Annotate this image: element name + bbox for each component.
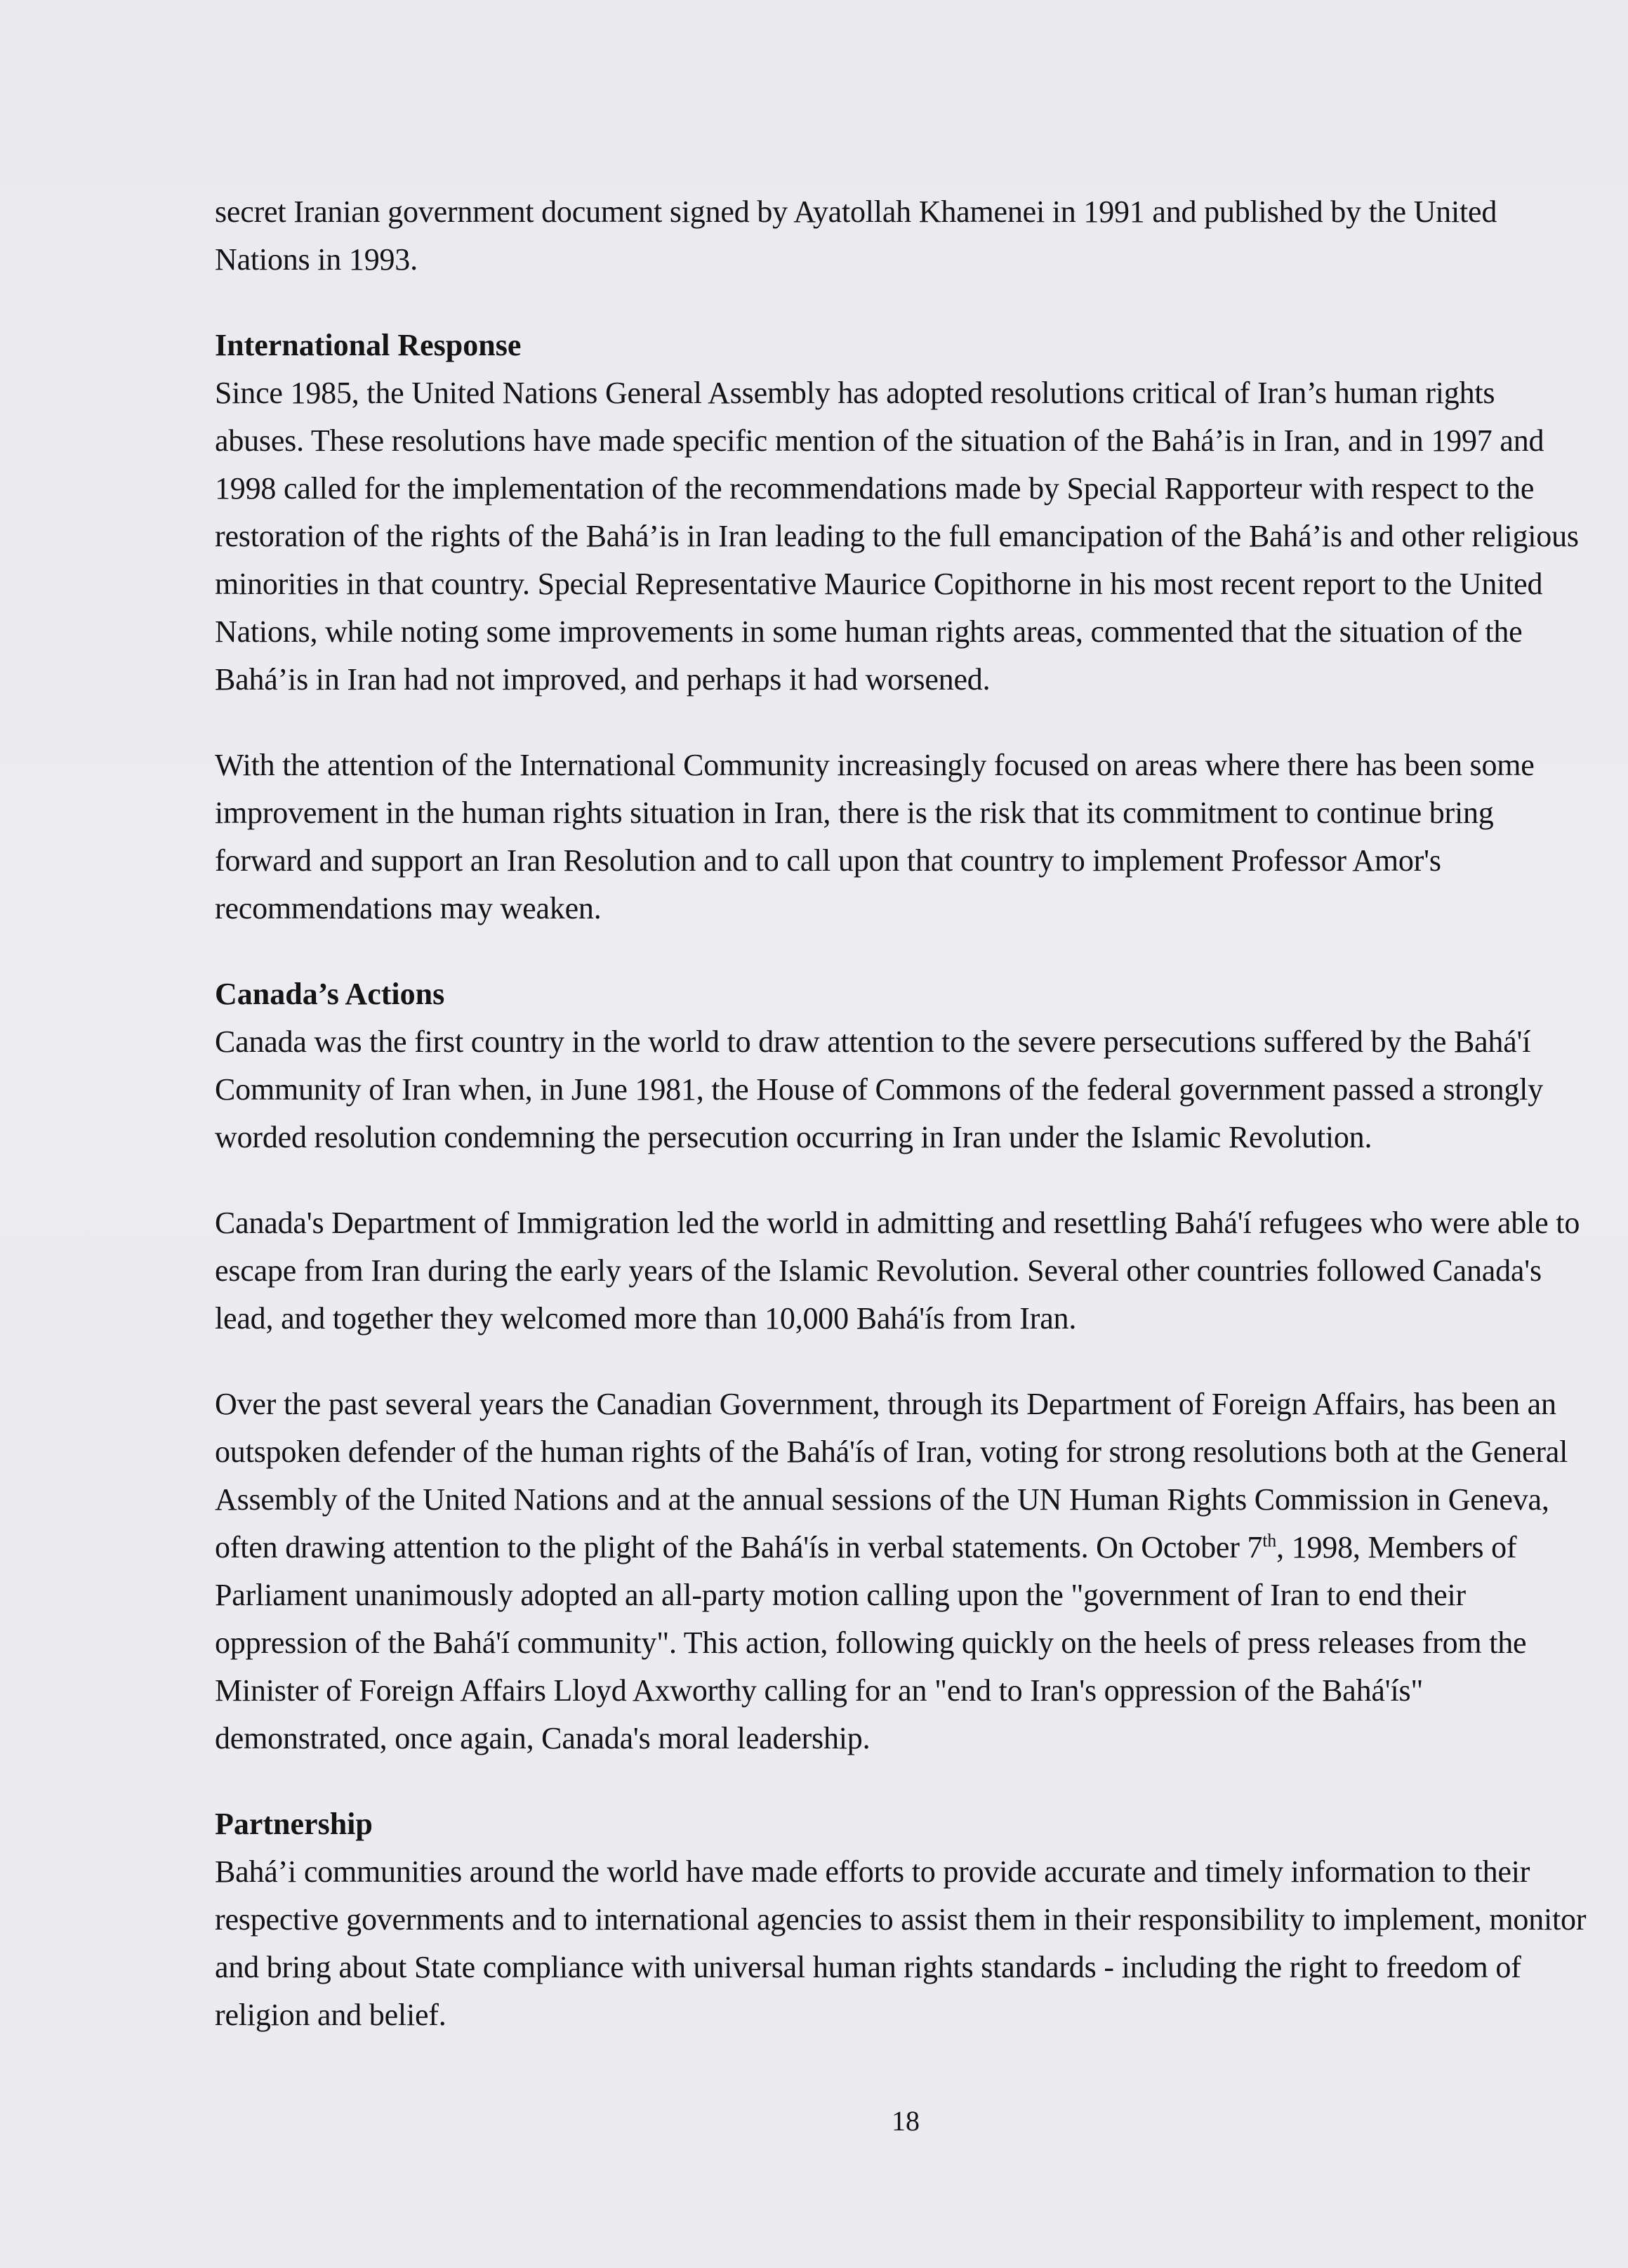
canadas-actions-paragraph-2: Canada's Department of Immigration led the world in admitting and resettling Bahá'í refugees who were able to escape from Iran during the early years of the Islamic Revolution. Several other countries followed Canada's lead, and together they welcomed more than 10,000 Bahá'ís from Iran.: [215, 1206, 1580, 1336]
paragraph-text-before-superscript: Over the past several years the Canadian Government, through its Department of Foreign Affairs, has been an outspoken defender of the human rights of the Bahá'ís of Iran, voting for strong resolutions both at the General Assembly of the United Nations and at the annual sessions of the UN Human Rights Commission in Geneva, often drawing attention to the plight of the Bahá'ís in verbal statements. On October 7: [215, 1387, 1568, 1564]
page-body: [215, 188, 1591, 2039]
section-heading-partnership: Partnership: [215, 1807, 373, 1841]
international-response-paragraph-1: Since 1985, the United Nations General Assembly has adopted resolutions critical of Iran’s human rights abuses. These resolutions have made specific mention of the situation of the Bahá’is in Iran, and in 1997 and 1998 called for the implementation of the recommendations made by Special Rapporteur with respect to the restoration of the rights of the Bahá’is in Iran leading to the full emancipation of the Bahá’is and other religious minorities in that country. Special Representative Maurice Copithorne in his most recent report to the United Nations, while noting some improvements in some human rights areas, commented that the situation of the Bahá’is in Iran had not improved, and perhaps it had worsened.: [215, 376, 1579, 697]
canadas-actions-paragraph-3: [215, 1380, 1591, 1762]
partnership-paragraph-1: Bahá’i communities around the world have made efforts to provide accurate and timely information to their respective governments and to international agencies to assist them in their responsibility to implement, monitor and bring about State compliance with universal human rights standards - including the right to freedom of religion and belief.: [215, 1854, 1587, 2032]
international-response-paragraph-2: With the attention of the International Community increasingly focused on areas where there has been some improvement in the human rights situation in Iran, there is the risk that its commitment to continue bring forward and support an Iran Resolution and to call upon that country to implement Professor Amor's recommendations may weaken.: [215, 748, 1535, 925]
canadas-actions-paragraph-1: Canada was the first country in the world to draw attention to the severe persecutions suffered by the Bahá'í Community of Iran when, in June 1981, the House of Commons of the federal government passed a strongly worded resolution condemning the persecution occurring in Iran under the Islamic Revolution.: [215, 1024, 1544, 1154]
section-heading-international-response: International Response: [215, 328, 522, 362]
page-number: 18: [892, 2105, 920, 2137]
paragraph-text-after-superscript: , 1998, Members of Parliament unanimously adopted an all-party motion calling upon the "government of Iran to end their oppression of the Bahá'í community". This action, following quickly on the heels of press releases from the Minister of Foreign Affairs Lloyd Axworthy calling for an "end to Iran's oppression of the Bahá'ís" demonstrated, once again, Canada's moral leadership.: [215, 1530, 1527, 1755]
section-heading-canadas-actions: Canada’s Actions: [215, 977, 445, 1011]
intro-paragraph: secret Iranian government document signed by Ayatollah Khamenei in 1991 and published by the United Nations in 1993.: [215, 195, 1497, 277]
ordinal-superscript: th: [1262, 1530, 1277, 1551]
